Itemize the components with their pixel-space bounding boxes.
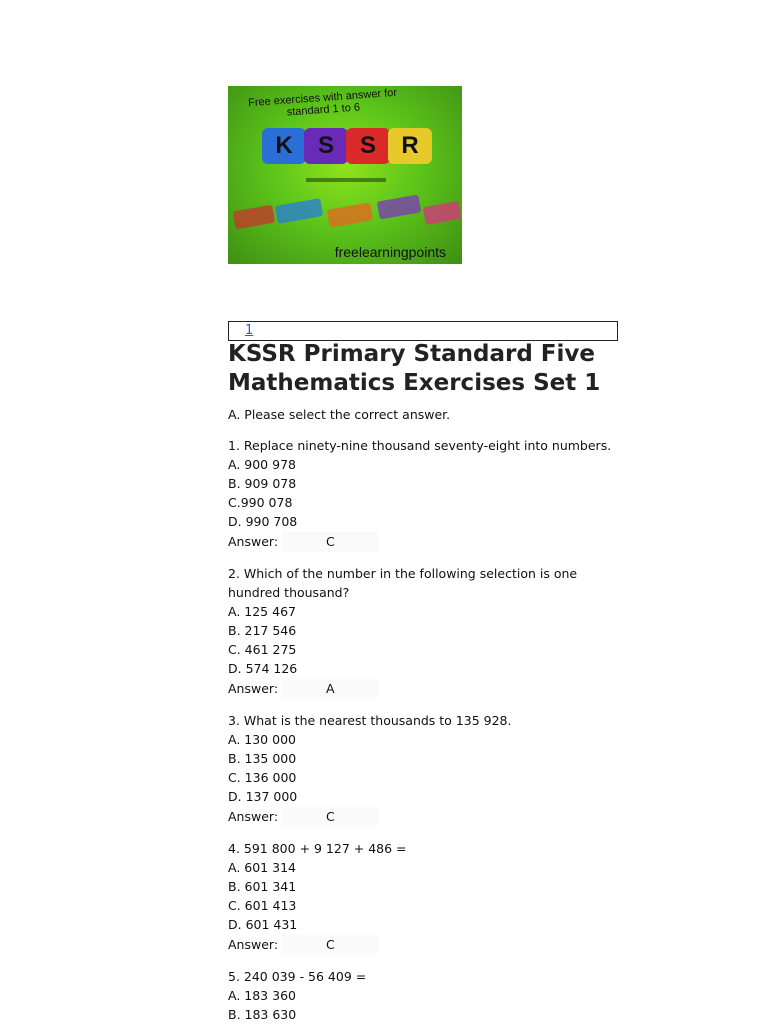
answer-option: B. 183 630: [228, 1007, 297, 1022]
answer-option: A. 130 000: [228, 732, 296, 747]
question-text: 2. Which of the number in the following selection is one hundred thousand?: [228, 566, 578, 600]
answer-option: B. 217 546: [228, 623, 297, 638]
answer-row: [228, 935, 620, 955]
answer-option: C.990 078: [228, 495, 293, 510]
question-5: [228, 967, 620, 1024]
answer-option: C. 461 275: [228, 642, 297, 657]
answer-option: A. 125 467: [228, 604, 296, 619]
question-text: 3. What is the nearest thousands to 135 928.: [228, 713, 512, 728]
question-2: [228, 564, 620, 699]
answer-option: D. 574 126: [228, 661, 298, 676]
answer-row: [228, 532, 620, 552]
answer-option: B. 135 000: [228, 751, 297, 766]
question-3: [228, 711, 620, 827]
page-link-1[interactable]: 1: [245, 323, 254, 338]
answer-label: Answer:: [228, 809, 279, 824]
answer-option: B. 909 078: [228, 476, 297, 491]
question-text: 4. 591 800 + 9 127 + 486 =: [228, 841, 407, 856]
answer-option: C. 136 000: [228, 770, 297, 785]
kssr-puzzle-logo: [262, 128, 430, 164]
answer-option: D. 601 431: [228, 917, 298, 932]
instruction-text: A. Please select the correct answer.: [228, 407, 451, 422]
puzzle-piece-k: K: [262, 128, 306, 164]
puzzle-piece-s2: S: [346, 128, 390, 164]
answer-option: A. 601 314: [228, 860, 296, 875]
banner-tagline: Free exercises with answer for standard 1 to 6: [247, 86, 398, 119]
banner-blurred-subtitle: [306, 178, 386, 182]
answer-row: [228, 807, 620, 827]
puzzle-piece-s: S: [304, 128, 348, 164]
exercise-content: [228, 340, 620, 1024]
answer-value: C: [282, 807, 378, 827]
answer-value: C: [282, 532, 378, 552]
answer-option: D. 990 708: [228, 514, 298, 529]
question-text: 5. 240 039 - 56 409 =: [228, 969, 367, 984]
answer-row: [228, 679, 620, 699]
answer-option: C. 601 413: [228, 898, 297, 913]
banner-books-illustration: [228, 194, 462, 238]
page-title: KSSR Primary Standard Five Mathematics Exercises Set 1: [228, 341, 601, 396]
pagination-bar: [228, 321, 618, 341]
answer-option: B. 601 341: [228, 879, 297, 894]
puzzle-piece-r: R: [388, 128, 432, 164]
kssr-banner-image: [228, 86, 462, 264]
banner-brand-text: freelearningpoints: [334, 244, 446, 260]
answer-label: Answer:: [228, 534, 279, 549]
question-text: 1. Replace ninety-nine thousand seventy-eight into numbers.: [228, 438, 612, 453]
question-1: [228, 436, 620, 552]
answer-option: D. 137 000: [228, 789, 298, 804]
answer-option: A. 183 360: [228, 988, 296, 1003]
answer-label: Answer:: [228, 681, 279, 696]
answer-value: C: [282, 935, 378, 955]
question-list: [228, 436, 620, 1024]
question-4: [228, 839, 620, 955]
answer-value: A: [282, 679, 378, 699]
answer-label: Answer:: [228, 937, 279, 952]
answer-option: A. 900 978: [228, 457, 296, 472]
